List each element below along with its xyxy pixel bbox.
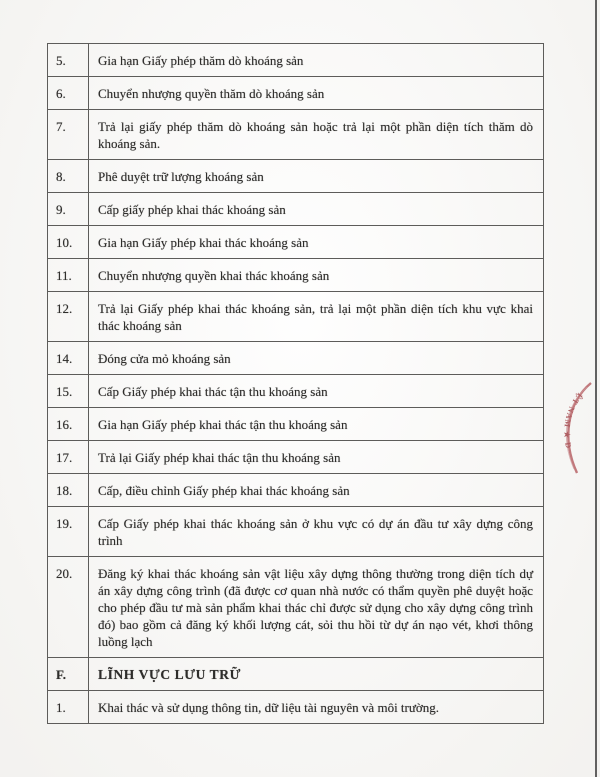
row-procedure-cell: Cấp Giấy phép khai thác khoáng sản ở khu vực có dự án đầu tư xây dựng công trình xyxy=(89,507,544,557)
table-row xyxy=(48,44,544,77)
row-number-cell: 10. xyxy=(48,226,89,259)
row-number-cell: 11. xyxy=(48,259,89,292)
row-procedure-cell: Gia hạn Giấy phép khai thác khoáng sản xyxy=(89,226,544,259)
table-row xyxy=(48,342,544,375)
row-number-cell: 16. xyxy=(48,408,89,441)
table-row xyxy=(48,160,544,193)
row-procedure-cell: Phê duyệt trữ lượng khoáng sản xyxy=(89,160,544,193)
red-seal-partial-icon xyxy=(556,382,596,474)
table-row xyxy=(48,226,544,259)
row-number-cell: 15. xyxy=(48,375,89,408)
table-row xyxy=(48,441,544,474)
table-row xyxy=(48,193,544,226)
scan-page-edge-line xyxy=(595,0,597,777)
row-number-cell: 8. xyxy=(48,160,89,193)
row-number-cell: F. xyxy=(48,658,89,691)
table-row xyxy=(48,691,544,724)
row-number-cell: 20. xyxy=(48,557,89,658)
row-procedure-cell: Cấp, điều chỉnh Giấy phép khai thác khoáng sản xyxy=(89,474,544,507)
table-row xyxy=(48,474,544,507)
row-number-cell: 12. xyxy=(48,292,89,342)
row-procedure-cell: Đăng ký khai thác khoáng sản vật liệu xây dựng thông thường trong diện tích dự án xây dựng công trình (đã được cơ quan nhà nước có thẩm quyền phê duyệt hoặc cho phép đầu tư mà sản phẩm khai thác chỉ được sử dụng cho xây dựng công trình đó) bao gồm cả đăng ký khối lượng cát, sỏi thu hồi từ dự án nạo vét, khơi thông luồng lạch xyxy=(89,557,544,658)
row-procedure-cell: Cấp giấy phép khai thác khoáng sản xyxy=(89,193,544,226)
row-procedure-cell: Chuyển nhượng quyền thăm dò khoáng sản xyxy=(89,77,544,110)
table-row xyxy=(48,292,544,342)
row-number-cell: 19. xyxy=(48,507,89,557)
row-number-cell: 5. xyxy=(48,44,89,77)
row-number-cell: 14. xyxy=(48,342,89,375)
row-procedure-cell: Gia hạn Giấy phép khai thác tận thu khoáng sản xyxy=(89,408,544,441)
table-row xyxy=(48,375,544,408)
row-number-cell: 18. xyxy=(48,474,89,507)
svg-text:ỆT NAM ★ Đ xyxy=(562,391,584,450)
seal-arc-text: ỆT NAM ★ Đ xyxy=(562,391,585,450)
row-procedure-cell: Chuyển nhượng quyền khai thác khoáng sản xyxy=(89,259,544,292)
row-procedure-cell: Khai thác và sử dụng thông tin, dữ liệu tài nguyên và môi trường. xyxy=(89,691,544,724)
table-row xyxy=(48,507,544,557)
table-section-row xyxy=(48,658,544,691)
row-procedure-cell: Trả lại giấy phép thăm dò khoáng sản hoặc trả lại một phần diện tích thăm dò khoáng sản. xyxy=(89,110,544,160)
table-row xyxy=(48,110,544,160)
procedures-table xyxy=(47,43,544,724)
row-procedure-cell: Cấp Giấy phép khai thác tận thu khoáng sản xyxy=(89,375,544,408)
table-row xyxy=(48,259,544,292)
row-procedure-cell: Đóng cửa mỏ khoáng sản xyxy=(89,342,544,375)
table-row xyxy=(48,408,544,441)
row-number-cell: 7. xyxy=(48,110,89,160)
row-procedure-cell: Trả lại Giấy phép khai thác tận thu khoáng sản xyxy=(89,441,544,474)
table-row xyxy=(48,77,544,110)
row-number-cell: 17. xyxy=(48,441,89,474)
table-row xyxy=(48,557,544,658)
row-number-cell: 6. xyxy=(48,77,89,110)
row-procedure-cell: Gia hạn Giấy phép thăm dò khoáng sản xyxy=(89,44,544,77)
row-number-cell: 1. xyxy=(48,691,89,724)
section-title: LĨNH VỰC LƯU TRỮ xyxy=(89,658,544,691)
row-procedure-cell: Trả lại Giấy phép khai thác khoáng sản, trả lại một phần diện tích khu vực khai thác khoáng sản xyxy=(89,292,544,342)
row-number-cell: 9. xyxy=(48,193,89,226)
